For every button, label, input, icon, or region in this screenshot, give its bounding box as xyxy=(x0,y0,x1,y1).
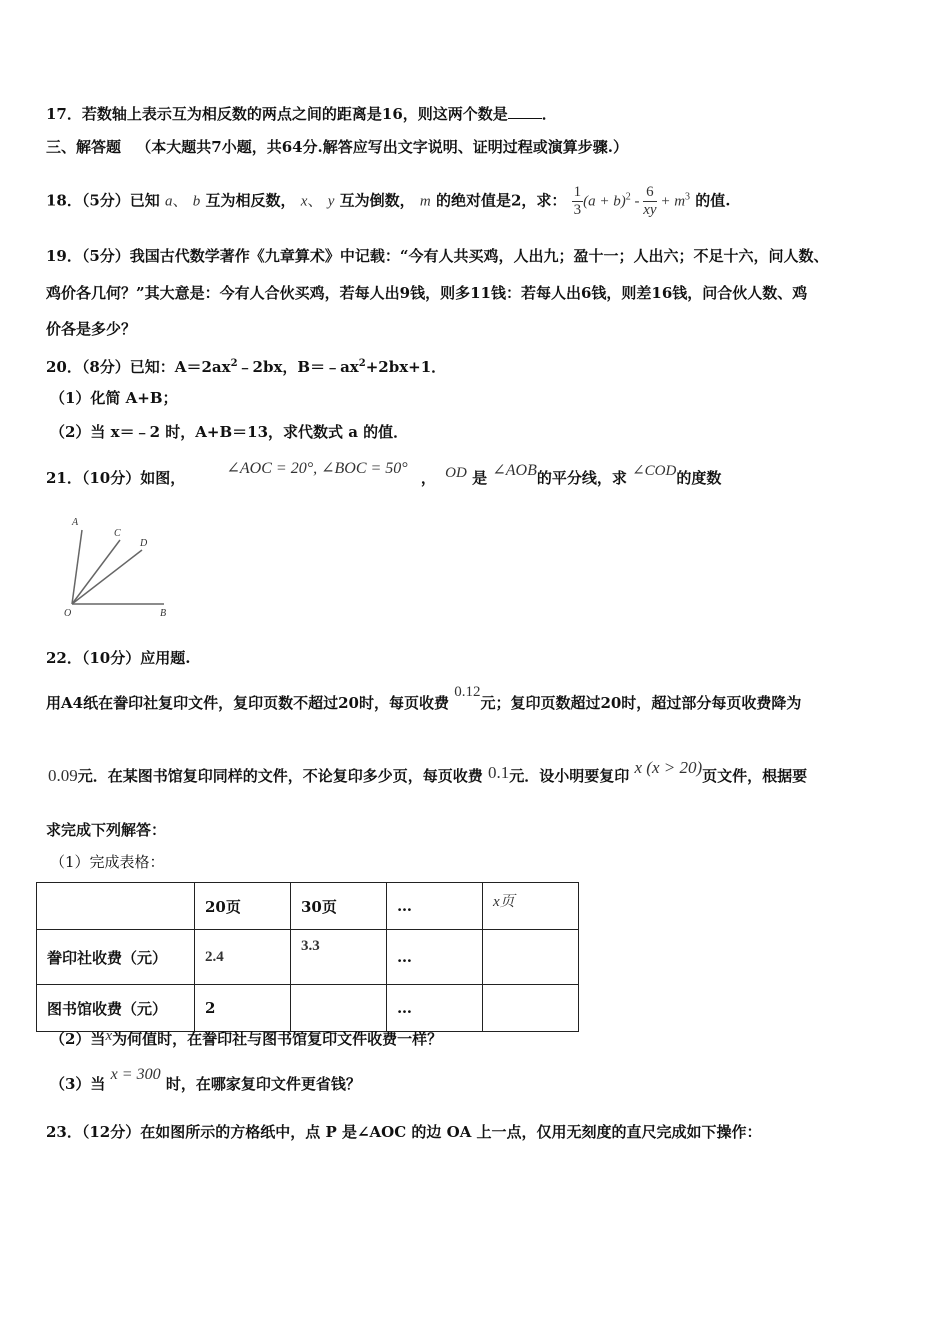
label-b: B xyxy=(160,608,167,619)
label-a: A xyxy=(72,517,79,528)
table-cell: 3.3 xyxy=(291,930,387,985)
table-cell: … xyxy=(387,930,483,985)
table-cell xyxy=(483,985,579,1032)
question-21: 21．（10分）如图， ∠AOC = 20°, ∠BOC = 50° ， OD 是 ∠AOB的平分线，求 ∠COD的度数 xyxy=(46,460,722,487)
question-22-part-1: （1）完成表格： xyxy=(50,853,165,871)
question-22-part-3: （3）当 x = 300 时，在哪家复印文件更省钱？ xyxy=(50,1066,361,1093)
table-cell: 2.4 xyxy=(195,930,291,985)
table-header-row xyxy=(37,883,579,930)
table-row xyxy=(37,930,579,985)
question-19-line-2: 鸡价各几何？”其大意是：今有人合伙买鸡，若每人出9钱，则多11钱：若每人出6钱，则差16钱，问合伙人数、鸡 xyxy=(46,284,808,302)
table-cell: 20页 xyxy=(195,883,291,930)
table-row xyxy=(37,985,579,1032)
label-o: O xyxy=(64,608,72,619)
question-20-part-2: （2）当 x＝﹣2 时，A+B＝13，求代数式 a 的值． xyxy=(50,423,409,441)
fraction-six-over-xy: $\frac{6}{xy}$ xyxy=(643,184,657,218)
table-cell: 誊印社收费（元） xyxy=(37,930,195,985)
question-19-line-3: 价各是多少？ xyxy=(46,320,137,338)
question-22-line-3: 求完成下列解答： xyxy=(46,821,167,839)
question-22-line-1: 用A4纸在誊印社复印文件，复印页数不超过20时，每页收费 0.12元；复印页数超过20时，超过部分每页收费降为 xyxy=(46,684,802,712)
question-22-part-2: （2）当x为何值时，在誊印社与图书馆复印文件收费一样？ xyxy=(50,1028,443,1048)
question-20: 20．（8分）已知：$A=2ax^2﹣2bx$，$B=﹣ax^2+2bx+1$． xyxy=(46,358,447,376)
angle-figure xyxy=(60,512,190,622)
section-header xyxy=(46,137,628,157)
angle-values: ∠AOC = 20°, ∠BOC = 50° xyxy=(226,460,408,477)
question-23: 23．（12分）在如图所示的方格纸中，点 P 是∠AOC 的边 OA 上一点，仅用无刻度的直尺完成如下操作： xyxy=(46,1123,762,1141)
question-19-line-1: 19．（5分）我国古代数学著作《九章算术》中记载：“今有人共买鸡，人出九；盈十一；人出六；不足十六，问人数、 xyxy=(46,247,829,265)
question-17: 17．若数轴上表示互为相反数的两点之间的距离是16，则这两个数是 ． xyxy=(46,105,557,123)
section-note: （本大题共7小题，共64分.解答应写出文字说明、证明过程或演算步骤.） xyxy=(136,138,629,156)
question-22-line-2: 0.09元．在某图书馆复印同样的文件，不论复印多少页，每页收费 0.1元．设小明要复印 x (x > 20)页文件，根据要 xyxy=(48,758,808,785)
table-cell: 2 xyxy=(195,985,291,1032)
table-cell: … xyxy=(387,985,483,1032)
fraction-one-third: $\frac{1}{3}$ xyxy=(573,184,582,218)
table-cell xyxy=(483,930,579,985)
table-cell xyxy=(291,985,387,1032)
table-cell: 30页 xyxy=(291,883,387,930)
table-cell: x页 xyxy=(483,883,579,930)
answer-blank xyxy=(508,104,542,119)
question-22-title: 22．（10分）应用题. xyxy=(46,649,191,667)
fee-table xyxy=(36,882,579,1032)
table-cell: 图书馆收费（元） xyxy=(37,985,195,1032)
section-title: 三、解答题 xyxy=(46,138,122,156)
table-cell: … xyxy=(387,883,483,930)
question-18: 18．（5分）已知 a、 b 互为相反数， x、 y 互为倒数， m 的绝对值是2，求： $\frac{1}{3}$ $(a + b)^2$ - $\frac{6}{xy}$ + $m^3$ 的值. xyxy=(46,184,731,218)
label-d: D xyxy=(140,538,148,549)
question-20-part-1: （1）化简 A+B； xyxy=(50,389,178,407)
table-cell xyxy=(37,883,195,930)
label-c: C xyxy=(114,528,121,539)
